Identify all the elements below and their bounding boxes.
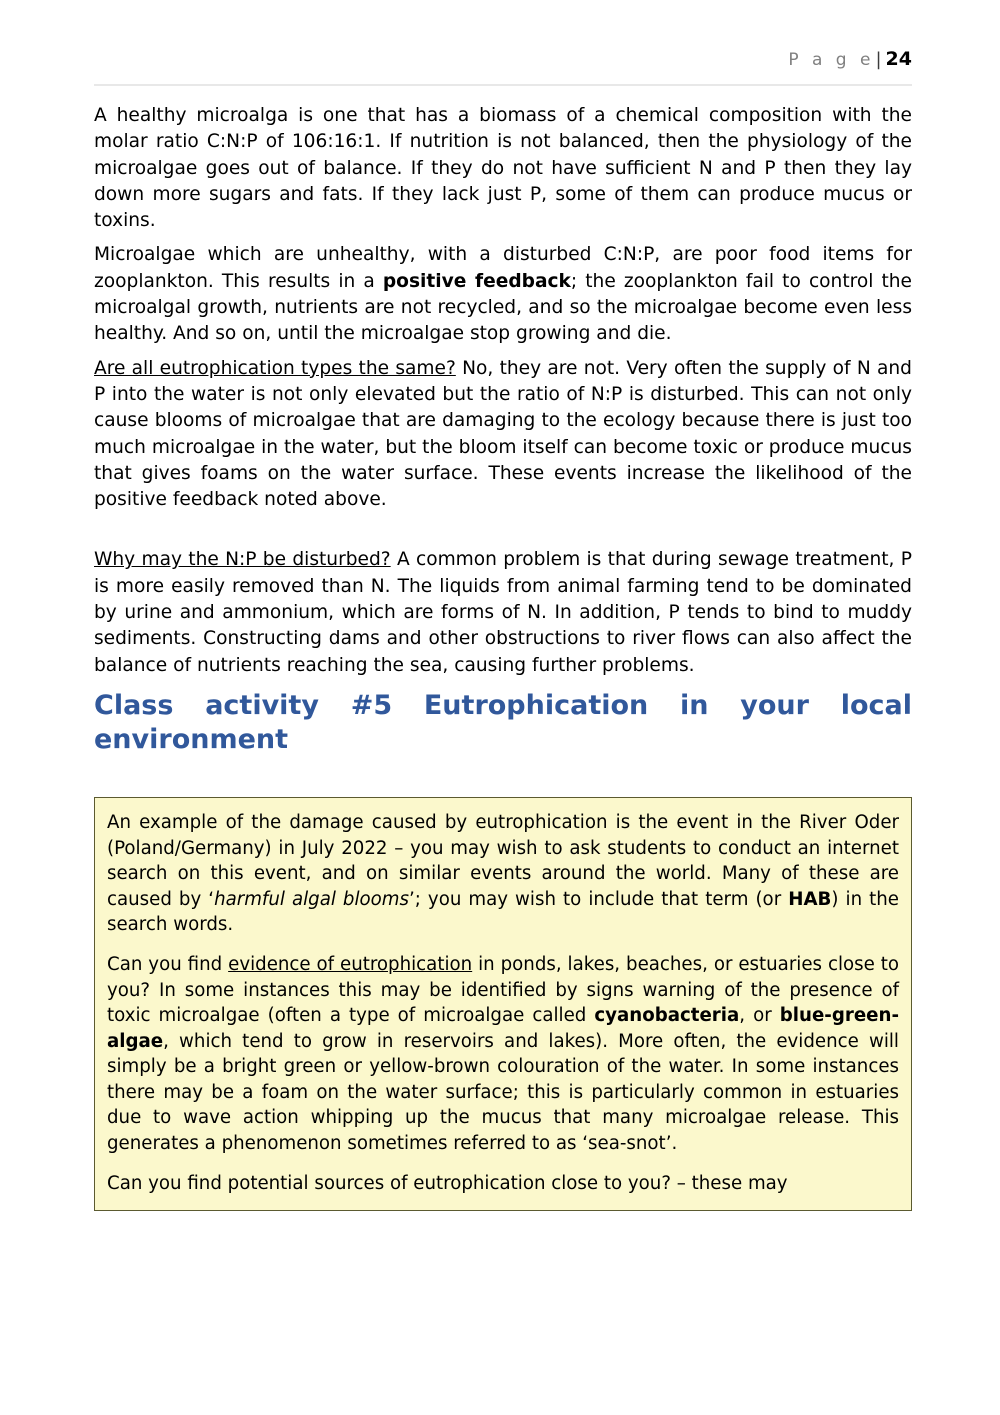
callout-text-part: , which tend to grow in reservoirs and lakes). More often, the evidence will simply be a bright green or yellow-brown colouration of the water. In some instances there may be a foam on the water surface; this is particularly common in estuaries due to wave action whipping up the mucus that many microalgae release. This generates a phenomenon sometimes referred to as ‘sea-snot’. <box>107 1030 899 1155</box>
header-divider <box>94 84 912 86</box>
callout-text-part: in ponds, lakes, beaches, or estuaries close to you? In some instances this may be identified by signs warning of the presence of toxic microalgae (often a type of microalgae called <box>107 953 899 1027</box>
callout-text-part: Can you find potential sources of eutrophication close to you? – these may <box>107 1172 788 1194</box>
emphasis-positive-feedback: positive feedback <box>382 270 571 292</box>
term-harmful-algal-blooms: harmful algal blooms <box>214 888 409 910</box>
question-heading-np-disturbed: Why may the N:P be disturbed? <box>94 549 391 571</box>
paragraph-text-part: ; the zooplankton fail to control the microalgal growth, nutrients are not recycled, and so the microalgae become even less healthy. And so on, until the microalgae stop growing and die. <box>94 270 912 345</box>
callout-text-part: Can you find <box>107 953 229 975</box>
header-separator: | <box>875 49 882 70</box>
callout-paragraph-find-evidence <box>107 952 899 1157</box>
callout-text-part: ) in the search words. <box>107 888 899 936</box>
abbreviation-hab: HAB <box>788 888 832 910</box>
term-cyanobacteria: cyanobacteria <box>594 1005 740 1027</box>
paragraph-spacer <box>94 521 912 547</box>
term-blue-green-algae: blue-green-algae <box>107 1005 899 1052</box>
paragraph-text-part: A common problem is that during sewage treatment, P is more easily removed than N. The liquids from animal farming tend to be dominated by urine and ammonium, which are forms of N. In addition, P tends to bind to muddy sediments. Constructing dams and other obstructions to river flows can also affect the balance of nutrients reaching the sea, causing further problems. <box>94 549 912 676</box>
paragraph-unhealthy-microalgae <box>94 242 912 347</box>
callout-text-part: An example of the damage caused by eutrophication is the event in the River Oder (Poland/Germany) in July 2022 – you may wish to ask students to conduct an internet search on this event, and on similar events around the world. Many of these are caused by ‘ <box>107 811 899 910</box>
document-body <box>94 103 912 1211</box>
paragraph-text-part: Microalgae which are unhealthy, with a disturbed C:N:P, are poor food items for zooplankton. This results in a <box>94 244 912 292</box>
callout-text-part: ’; you may wish to include that term (or <box>408 888 789 910</box>
callout-text-part: , or <box>739 1005 780 1027</box>
section-heading-class-activity <box>94 689 912 791</box>
question-heading-eutrophication-types: Are all eutrophication types the same? <box>94 357 456 379</box>
paragraph-eutrophication-types <box>94 356 912 514</box>
paragraph-np-disturbed <box>94 547 912 678</box>
phrase-evidence-of-eutrophication: evidence of eutrophication <box>228 953 473 975</box>
paragraph-text-part: No, they are not. Very often the supply of N and P into the water is not only elevated but the ratio of N:P is disturbed. This can not only cause blooms of microalgae that are damaging to the ecology because there is just too much microalgae in the water, but the bloom itself can become toxic or produce mucus that gives foams on the water surface. These events increase the likelihood of the positive feedback noted above. <box>94 357 912 511</box>
paragraph-text: A healthy microalga is one that has a biomass of a chemical composition with the molar ratio C:N:P of 106:16:1. If nutrition is not balanced, then the physiology of the microalgae goes out of balance. If they do not have sufficient N and P then they lay down more sugars and fats. If they lack just P, some of them can produce mucus or toxins. <box>94 105 912 232</box>
paragraph-healthy-microalga <box>94 103 912 234</box>
section-heading-text: Class activity #5 Eutrophication in your local environment <box>94 689 912 755</box>
page-header <box>94 48 912 70</box>
class-activity-callout-box <box>94 797 912 1211</box>
callout-paragraph-potential-sources <box>107 1171 899 1197</box>
callout-paragraph-river-oder <box>107 810 899 938</box>
header-page-label: P a g e <box>788 50 875 70</box>
page-number: 24 <box>885 48 912 70</box>
